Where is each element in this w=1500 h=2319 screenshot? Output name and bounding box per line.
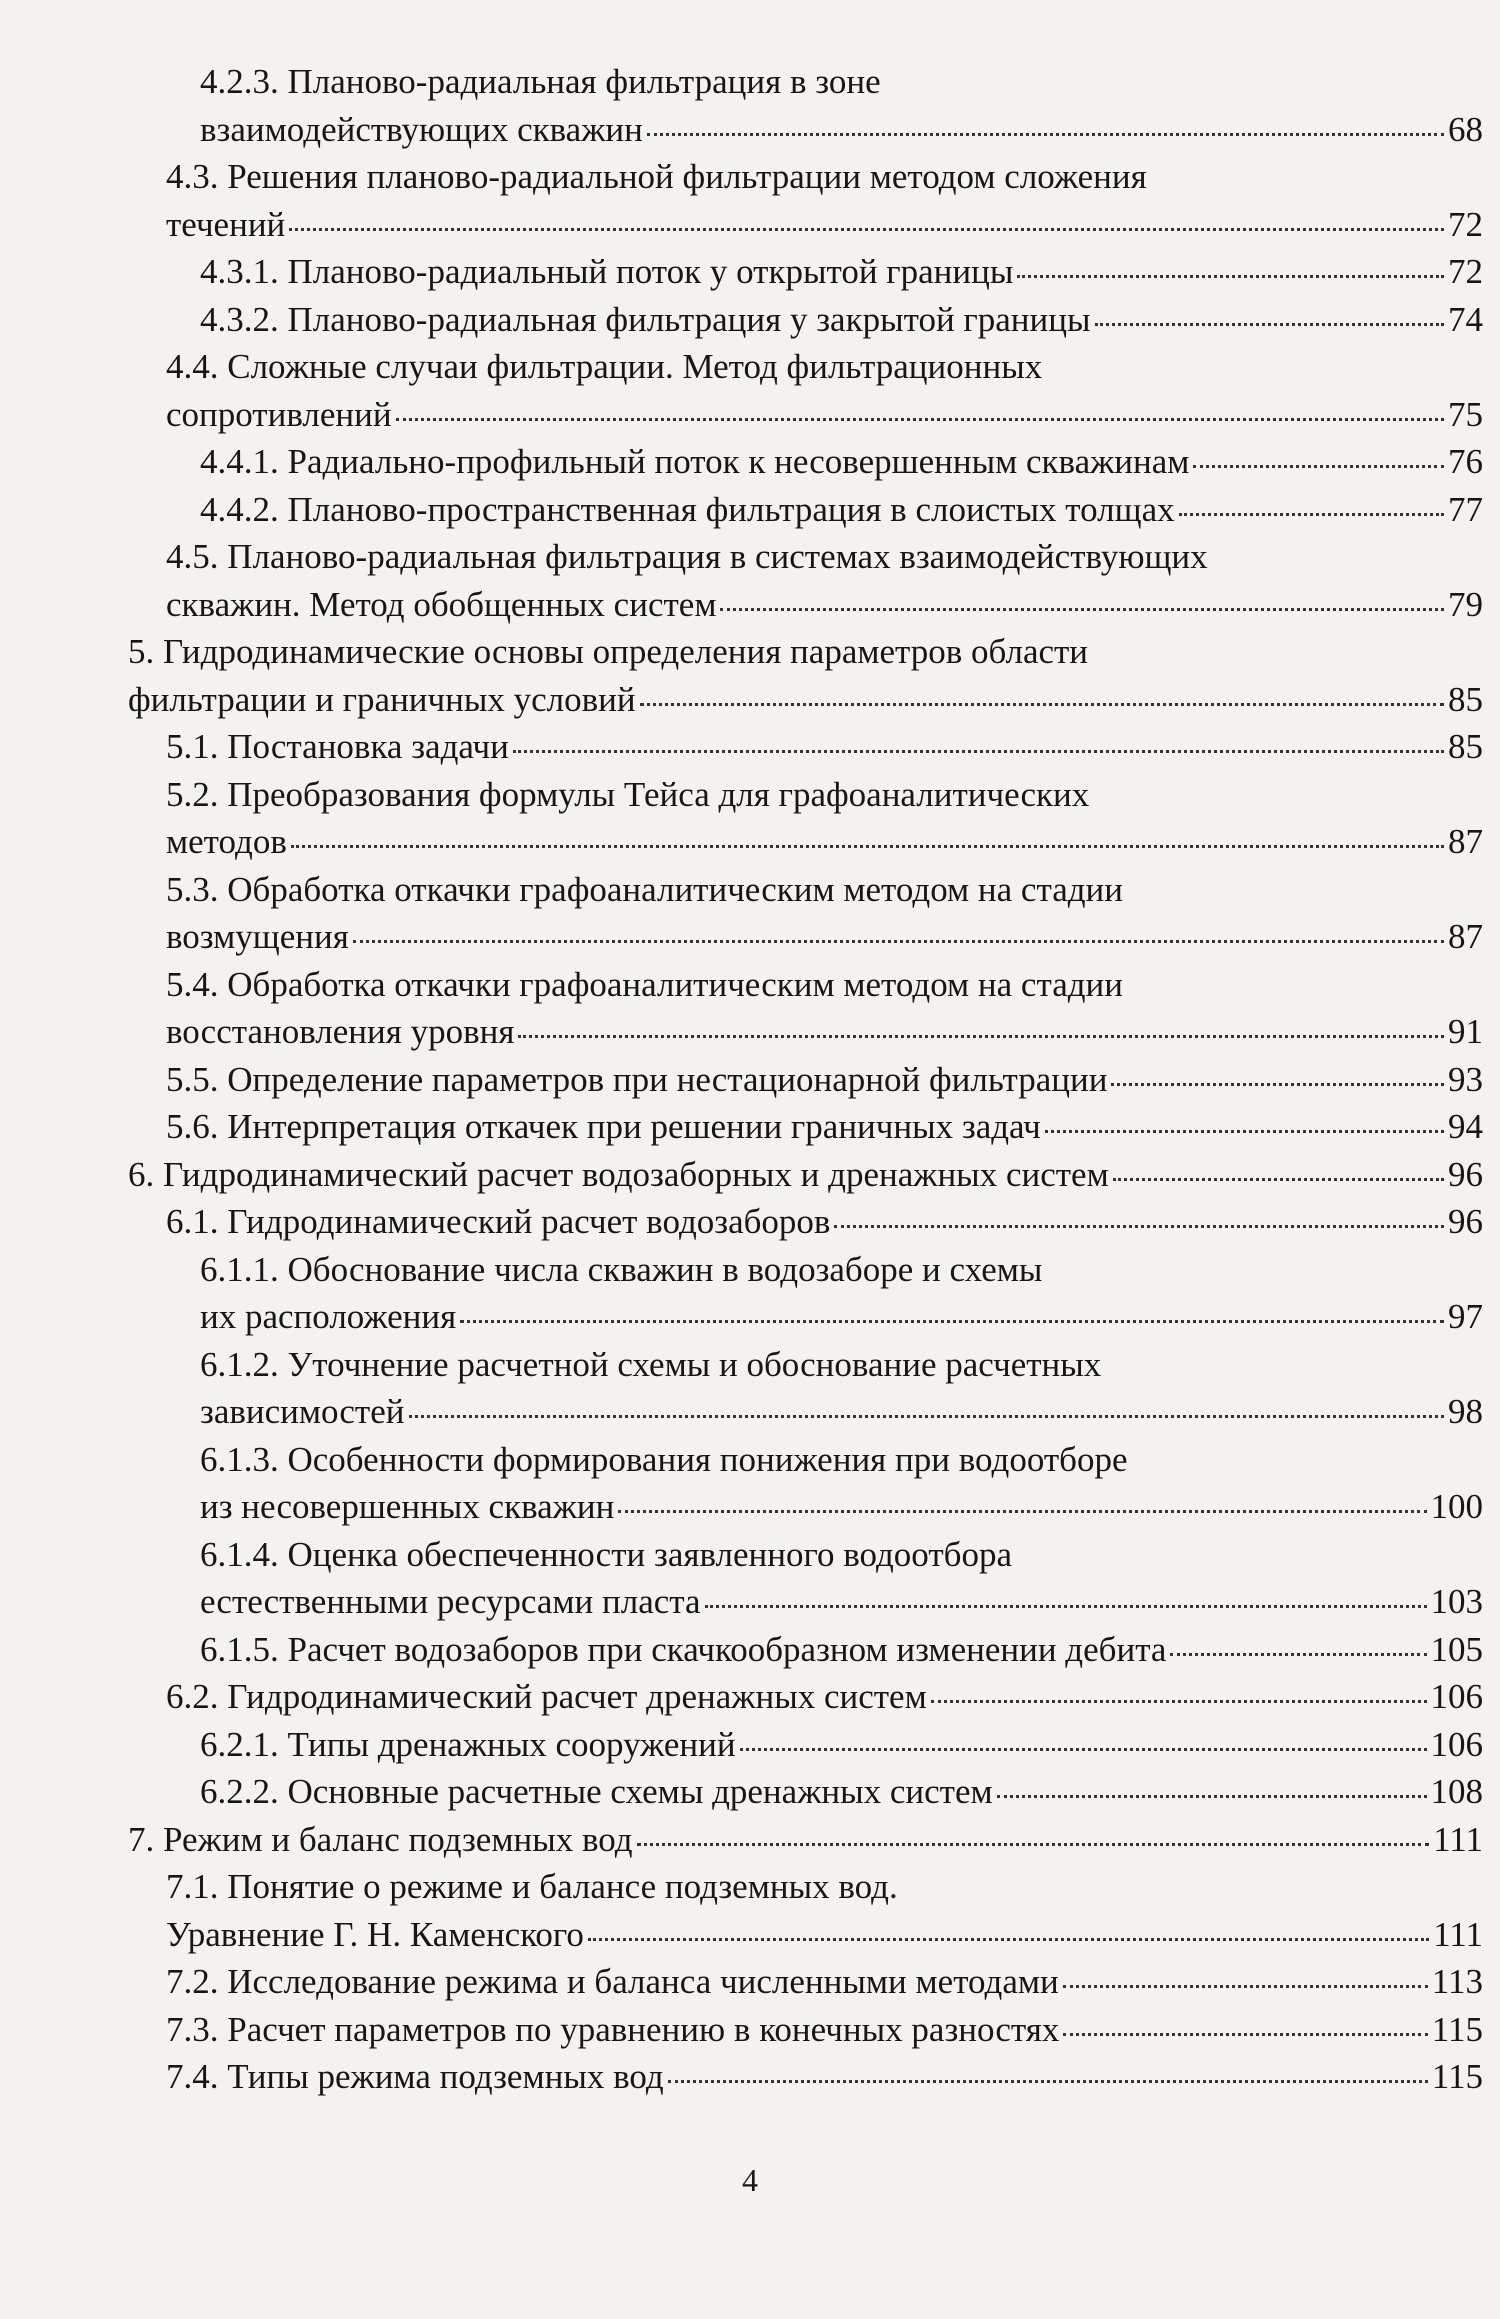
toc-entry-title: методов (166, 822, 287, 861)
toc-entry (128, 1816, 1483, 1864)
toc-entry (128, 1958, 1483, 2006)
toc-entry (128, 1531, 1483, 1626)
toc-entry-row (166, 1103, 1483, 1151)
toc-entry-row (166, 1198, 1483, 1246)
toc-entry-title: 5.5. Определение параметров при нестационарной фильтрации (166, 1059, 1108, 1099)
toc-page-number: 87 (1448, 917, 1483, 956)
dot-leader (931, 1700, 1427, 1703)
toc-entry-title: 7.3. Расчет параметров по уравнению в конечных разностях (166, 2009, 1060, 2049)
toc-entry (128, 961, 1483, 1056)
toc-entry-row (166, 201, 1483, 249)
toc-entry-title: 6.1.2. Уточнение расчетной схемы и обоснование расчетных (200, 1344, 1102, 1384)
toc-page-number: 87 (1448, 822, 1483, 861)
toc-page-number: 108 (1430, 1772, 1483, 1811)
toc-entry (128, 1103, 1483, 1151)
toc-entry-row (166, 1056, 1483, 1104)
toc-entry-title: из несовершенных скважин (200, 1487, 615, 1526)
toc-entry-title: 6.2.2. Основные расчетные схемы дренажных систем (200, 1772, 993, 1811)
toc-entry-row (128, 1151, 1483, 1199)
dot-leader (1063, 1985, 1428, 1988)
dot-leader (518, 1035, 1444, 1038)
toc-entry-title: 6.1.4. Оценка обеспеченности заявленного водоотбора (200, 1534, 1012, 1574)
toc-entry-title: 7.2. Исследование режима и баланса численными методами (166, 1962, 1059, 2001)
toc-entry-title: 4.4.2. Планово-пространственная фильтрация в слоистых толщах (200, 489, 1175, 529)
toc-page-number: 115 (1431, 2009, 1483, 2049)
toc-page-number: 91 (1448, 1012, 1483, 1051)
toc-entry-title: 4.4. Сложные случаи фильтрации. Метод фильтрационных (166, 347, 1043, 386)
toc-entry (128, 1246, 1483, 1341)
toc-page-number: 96 (1448, 1202, 1483, 1241)
toc-entry-row (200, 1721, 1483, 1769)
toc-entry-title: 6. Гидродинамический расчет водозаборных и дренажных систем (128, 1154, 1109, 1194)
toc-page-number: 103 (1430, 1582, 1483, 1621)
toc-entry-title: 7. Режим и баланс подземных вод (128, 1819, 633, 1859)
dot-leader (396, 418, 1444, 421)
toc-page-number: 77 (1448, 489, 1483, 529)
toc-entry (128, 1673, 1483, 1721)
dot-leader (720, 608, 1444, 611)
toc-entry (128, 866, 1483, 961)
dot-leader (997, 1795, 1427, 1798)
toc-entry-title: 7.1. Понятие о режиме и балансе подземных вод. (166, 1867, 898, 1906)
toc-entry (128, 248, 1483, 296)
toc-entry-row (166, 1673, 1483, 1721)
toc-entry-title: 6.1.3. Особенности формирования понижения при водоотборе (200, 1439, 1128, 1479)
toc-entry-row (166, 1958, 1483, 2006)
dot-leader (1095, 323, 1444, 326)
toc-entry-title: естественными ресурсами пласта (200, 1582, 701, 1621)
toc-entry-row (200, 1626, 1483, 1674)
toc-entry (128, 533, 1483, 628)
toc-entry-row (200, 106, 1483, 154)
toc-entry-row (128, 676, 1483, 724)
toc-entry-title: 6.1.1. Обоснование числа скважин в водозаборе и схемы (200, 1249, 1043, 1289)
dot-leader (637, 1843, 1430, 1846)
dot-leader (289, 228, 1444, 231)
dot-leader (668, 2080, 1428, 2083)
toc-entry-row (200, 248, 1483, 296)
toc-entry-row (200, 296, 1483, 344)
toc-entry (128, 1198, 1483, 1246)
toc-page-number: 96 (1448, 1154, 1483, 1194)
dot-leader (740, 1748, 1427, 1751)
toc-entry-title: сопротивлений (166, 394, 392, 434)
dot-leader (1170, 1653, 1426, 1656)
toc-entry-row (200, 1768, 1483, 1816)
toc-page-number: 93 (1448, 1059, 1483, 1099)
toc-entry-title: 5.2. Преобразования формулы Тейса для графоаналитических (166, 774, 1090, 814)
toc-entry-row (166, 391, 1483, 439)
table-of-contents (128, 58, 1483, 2101)
toc-page-number: 79 (1448, 584, 1483, 624)
dot-leader (460, 1320, 1444, 1323)
toc-entry-title: 7.4. Типы режима подземных вод (166, 2057, 664, 2096)
dot-leader (618, 1510, 1426, 1513)
toc-entry (128, 2053, 1483, 2101)
toc-page-number: 100 (1430, 1487, 1483, 1526)
dot-leader (513, 750, 1444, 753)
dot-leader (1063, 2033, 1427, 2036)
toc-entry-row (166, 1911, 1483, 1959)
toc-entry-row (166, 2006, 1483, 2054)
toc-entry (128, 1626, 1483, 1674)
toc-page-number: 74 (1448, 299, 1483, 339)
dot-leader (1179, 513, 1444, 516)
toc-entry-title: 5.4. Обработка откачки графоаналитическим методом на стадии (166, 964, 1123, 1004)
toc-entry-row (200, 1483, 1483, 1531)
toc-entry-row (128, 1816, 1483, 1864)
dot-leader (1045, 1130, 1444, 1133)
toc-entry-title: 6.2. Гидродинамический расчет дренажных систем (166, 1677, 927, 1716)
dot-leader (1017, 275, 1444, 278)
dot-leader (1111, 1083, 1444, 1086)
toc-entry-title: 5.1. Постановка задачи (166, 727, 509, 766)
toc-entry (128, 153, 1483, 248)
toc-page-number: 106 (1430, 1677, 1483, 1716)
toc-page-number: 72 (1448, 252, 1483, 291)
toc-entry-row (166, 913, 1483, 961)
toc-entry (128, 723, 1483, 771)
toc-page-number: 113 (1431, 1962, 1483, 2001)
toc-entry (128, 1341, 1483, 1436)
toc-page-number: 105 (1430, 1629, 1483, 1669)
toc-entry (128, 771, 1483, 866)
toc-entry (128, 1721, 1483, 1769)
toc-entry-title: 4.3.1. Планово-радиальный поток у открытой границы (200, 252, 1014, 291)
toc-entry (128, 296, 1483, 344)
toc-entry-row (200, 1388, 1483, 1436)
toc-page-number: 106 (1430, 1724, 1483, 1764)
toc-page-number: 85 (1448, 727, 1483, 766)
toc-entry-title: 6.1. Гидродинамический расчет водозаборов (166, 1202, 831, 1241)
toc-entry-row (166, 818, 1483, 866)
dot-leader (291, 845, 1444, 848)
toc-page-number: 68 (1448, 109, 1483, 149)
dot-leader (588, 1938, 1429, 1941)
toc-page-number: 111 (1433, 1914, 1483, 1954)
dot-leader (705, 1605, 1427, 1608)
toc-entry-title: Уравнение Г. Н. Каменского (166, 1914, 584, 1954)
toc-entry (128, 58, 1483, 153)
dot-leader (353, 940, 1444, 943)
toc-entry-title: 4.5. Планово-радиальная фильтрация в системах взаимодействующих (166, 537, 1208, 576)
toc-entry-row (166, 2053, 1483, 2101)
dot-leader (640, 703, 1444, 706)
toc-entry-title: течений (166, 204, 286, 244)
toc-entry-title: 4.3.2. Планово-радиальная фильтрация у закрытой границы (200, 299, 1091, 339)
toc-page-number: 94 (1448, 1107, 1483, 1146)
toc-entry-title: 6.1.5. Расчет водозаборов при скачкообразном изменении дебита (200, 1629, 1167, 1669)
toc-entry-title: фильтрации и граничных условий (128, 679, 636, 719)
toc-entry-row (200, 1293, 1483, 1341)
toc-entry (128, 1863, 1483, 1958)
toc-page-number: 76 (1448, 442, 1483, 481)
toc-entry-row (166, 723, 1483, 771)
dot-leader (409, 1415, 1445, 1418)
toc-entry-title: восстановления уровня (166, 1012, 515, 1051)
toc-entry (128, 1436, 1483, 1531)
toc-entry (128, 1056, 1483, 1104)
toc-entry-title: скважин. Метод обобщенных систем (166, 584, 717, 624)
toc-entry-title: 4.2.3. Планово-радиальная фильтрация в зоне (200, 62, 881, 101)
toc-page-number: 75 (1448, 394, 1483, 434)
toc-entry-title: их расположения (200, 1297, 457, 1336)
dot-leader (647, 133, 1444, 136)
toc-entry (128, 438, 1483, 486)
toc-entry-row (166, 581, 1483, 629)
toc-page-number: 97 (1448, 1297, 1483, 1336)
toc-entry (128, 1768, 1483, 1816)
toc-entry-title: 5.3. Обработка откачки графоаналитическим методом на стадии (166, 869, 1123, 909)
toc-entry-title: 5. Гидродинамические основы определения параметров области (128, 632, 1089, 671)
toc-entry-title: 4.3. Решения планово-радиальной фильтрации методом сложения (166, 157, 1147, 196)
toc-entry (128, 1151, 1483, 1199)
toc-page-number: 115 (1431, 2057, 1483, 2096)
page-number: 4 (742, 2162, 758, 2198)
toc-entry (128, 343, 1483, 438)
toc-entry-title: 6.2.1. Типы дренажных сооружений (200, 1724, 736, 1764)
toc-entry (128, 486, 1483, 534)
toc-entry-row (200, 1578, 1483, 1626)
toc-entry (128, 2006, 1483, 2054)
toc-entry-title: взаимодействующих скважин (200, 109, 643, 149)
toc-entry-row (200, 438, 1483, 486)
toc-page-number: 72 (1448, 204, 1483, 244)
toc-page-number: 85 (1448, 679, 1483, 719)
toc-entry-title: возмущения (166, 917, 349, 956)
toc-entry-title: 4.4.1. Радиально-профильный поток к несовершенным скважинам (200, 442, 1190, 481)
dot-leader (1113, 1178, 1444, 1181)
toc-entry-title: зависимостей (200, 1392, 405, 1431)
toc-entry-row (200, 486, 1483, 534)
toc-page-number: 98 (1448, 1392, 1483, 1431)
dot-leader (834, 1225, 1444, 1228)
toc-page-number: 111 (1433, 1819, 1483, 1859)
toc-entry-row (166, 1008, 1483, 1056)
toc-entry-title: 5.6. Интерпретация откачек при решении граничных задач (166, 1107, 1041, 1146)
dot-leader (1193, 465, 1444, 468)
toc-entry (128, 628, 1483, 723)
